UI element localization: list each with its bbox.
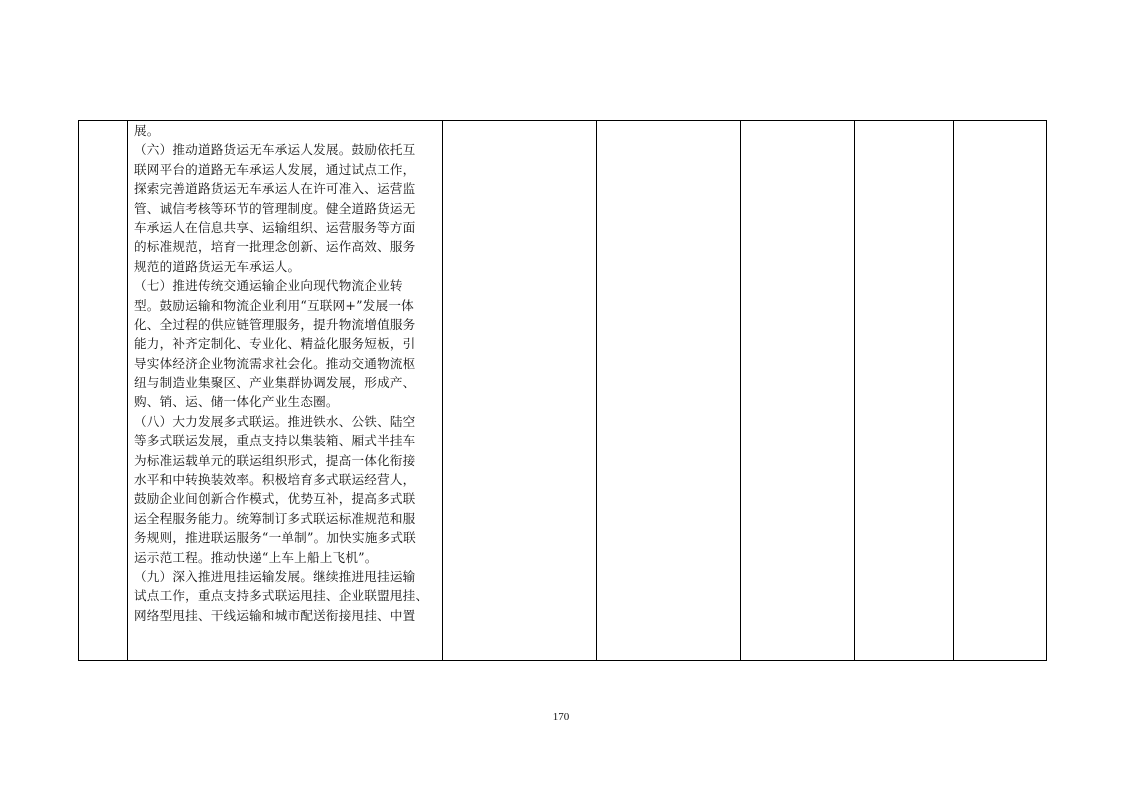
text-line: （八）大力发展多式联运。推进铁水、公铁、陆空 (134, 413, 416, 429)
text-line: 化、全过程的供应链管理服务，提升物流增值服务 (134, 316, 416, 332)
text-line: 导实体经济企业物流需求社会化。推动交通物流枢 (134, 355, 416, 371)
text-line: 网络型甩挂、干线运输和城市配送衔接甩挂、中置 (134, 607, 416, 623)
table-row (79, 121, 1047, 661)
text-line: 鼓励企业间创新合作模式，优势互补，提高多式联 (134, 491, 416, 507)
text-line: 车承运人在信息共享、运输组织、运营服务等方面 (134, 219, 416, 235)
page-number: 170 (552, 711, 570, 723)
text-line: 务规则，推进联运服务“一单制”。加快实施多式联 (134, 530, 416, 546)
content-cell (128, 121, 443, 661)
empty-cell (597, 121, 741, 661)
text-line: 购、销、运、储一体化产业生态圈。 (134, 394, 339, 410)
text-line: （九）深入推进甩挂运输发展。继续推进甩挂运输 (134, 568, 416, 584)
text-line: 型。鼓励运输和物流企业利用“互联网+”发展一体 (134, 297, 414, 313)
text-line: 展。 (134, 123, 160, 138)
content-text (134, 121, 438, 625)
empty-cell (855, 121, 954, 661)
text-line: 探索完善道路货运无车承运人在许可准入、运营监 (134, 181, 416, 197)
text-line: 的标准规范，培育一批理念创新、运作高效、服务 (134, 239, 416, 255)
empty-cell (741, 121, 855, 661)
text-line: 规范的道路货运无车承运人。 (134, 258, 301, 274)
text-line: 水平和中转换装效率。积极培育多式联运经营人， (134, 472, 416, 488)
empty-cell (443, 121, 597, 661)
index-cell (79, 121, 128, 661)
text-line: 运示范工程。推动快递“上车上船上飞机”。 (134, 549, 378, 565)
text-line: （七）推进传统交通运输企业向现代物流企业转 (134, 278, 403, 294)
text-line: 纽与制造业集聚区、产业集群协调发展，形成产、 (134, 375, 416, 391)
text-line: 等多式联运发展，重点支持以集装箱、厢式半挂车 (134, 433, 416, 449)
text-line: 运全程服务能力。统筹制订多式联运标准规范和服 (134, 510, 416, 526)
text-line: 试点工作，重点支持多式联运甩挂、企业联盟甩挂、 (134, 588, 429, 604)
text-line: （六）推动道路货运无车承运人发展。鼓励依托互 (134, 142, 416, 158)
text-line: 联网平台的道路无车承运人发展，通过试点工作， (134, 161, 416, 177)
policy-table (78, 120, 1047, 661)
text-line: 管、诚信考核等环节的管理制度。健全道路货运无 (134, 200, 416, 216)
text-line: 为标准运载单元的联运组织形式，提高一体化衔接 (134, 452, 416, 468)
text-line: 能力，补齐定制化、专业化、精益化服务短板，引 (134, 336, 416, 352)
empty-cell (954, 121, 1047, 661)
